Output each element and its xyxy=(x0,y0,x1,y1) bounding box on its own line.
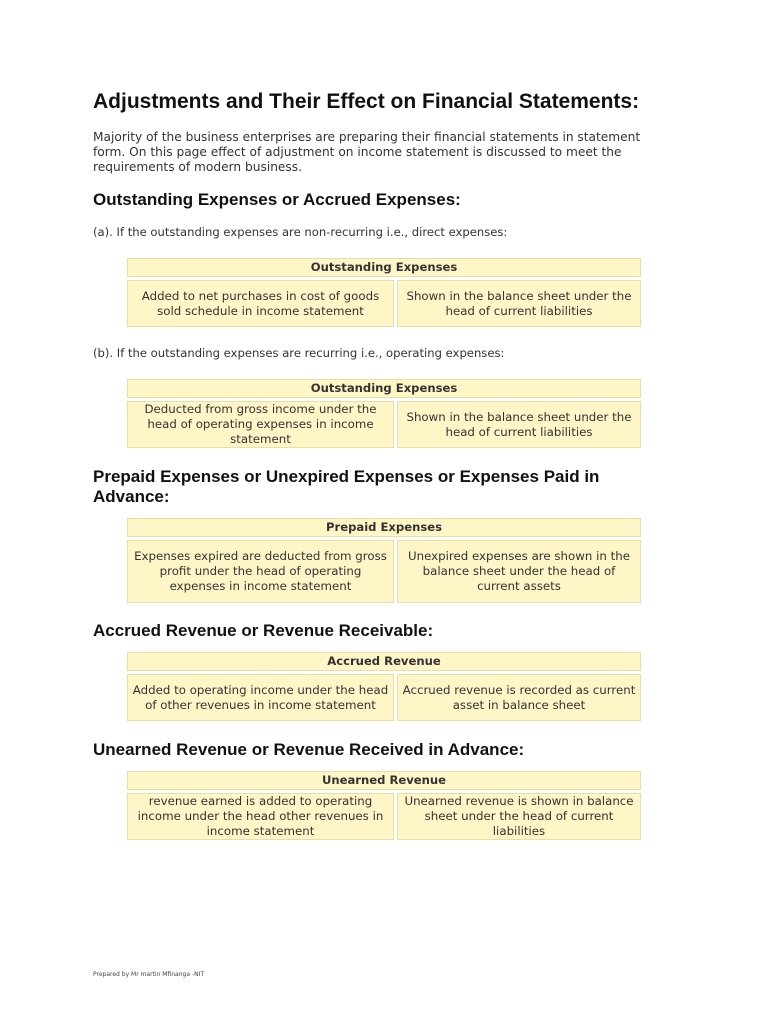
table-cell-income-statement: Added to net purchases in cost of goods sold schedule in income statement xyxy=(127,280,394,327)
heading-accrued-revenue: Accrued Revenue or Revenue Receivable: xyxy=(93,621,434,640)
page-title: Adjustments and Their Effect on Financial Statements: xyxy=(93,90,640,113)
table-cell-income-statement: Added to operating income under the head of other revenues in income statement xyxy=(127,674,394,721)
table-outstanding-non-recurring xyxy=(127,258,641,327)
table-header: Outstanding Expenses xyxy=(127,258,641,277)
note-non-recurring: (a). If the outstanding expenses are non-recurring i.e., direct expenses: xyxy=(93,225,508,239)
note-recurring: (b). If the outstanding expenses are recurring i.e., operating expenses: xyxy=(93,346,505,360)
table-cell-balance-sheet: Unexpired expenses are shown in the balance sheet under the head of current assets xyxy=(397,540,641,603)
heading-prepaid-expenses: Prepaid Expenses or Unexpired Expenses or Expenses Paid in Advance: xyxy=(93,467,600,506)
footer-credit: Prepared by Mr martin Mfinanga -NIT xyxy=(93,971,205,978)
table-row xyxy=(127,793,641,840)
table-cell-balance-sheet: Accrued revenue is recorded as current asset in balance sheet xyxy=(397,674,641,721)
table-row xyxy=(127,280,641,327)
table-header: Accrued Revenue xyxy=(127,652,641,671)
table-row xyxy=(127,674,641,721)
table-cell-income-statement: revenue earned is added to operating income under the head other revenues in income statement xyxy=(127,793,394,840)
table-row xyxy=(127,401,641,448)
table-cell-income-statement: Expenses expired are deducted from gross profit under the head of operating expenses in income statement xyxy=(127,540,394,603)
table-header: Outstanding Expenses xyxy=(127,379,641,398)
table-cell-balance-sheet: Shown in the balance sheet under the head of current liabilities xyxy=(397,401,641,448)
table-cell-balance-sheet: Shown in the balance sheet under the head of current liabilities xyxy=(397,280,641,327)
heading-outstanding-expenses: Outstanding Expenses or Accrued Expenses: xyxy=(93,190,461,209)
intro-paragraph: Majority of the business enterprises are preparing their financial statements in statement form. On this page effect of adjustment on income statement is discussed to meet the requirements of modern business. xyxy=(93,130,641,174)
table-header: Prepaid Expenses xyxy=(127,518,641,537)
table-header: Unearned Revenue xyxy=(127,771,641,790)
heading-unearned-revenue: Unearned Revenue or Revenue Received in Advance: xyxy=(93,740,525,759)
table-unearned-revenue xyxy=(127,771,641,840)
table-outstanding-recurring xyxy=(127,379,641,448)
table-cell-income-statement: Deducted from gross income under the head of operating expenses in income statement xyxy=(127,401,394,448)
table-prepaid-expenses xyxy=(127,518,641,603)
table-cell-balance-sheet: Unearned revenue is shown in balance sheet under the head of current liabilities xyxy=(397,793,641,840)
table-row xyxy=(127,540,641,603)
document-body xyxy=(93,89,653,840)
table-accrued-revenue xyxy=(127,652,641,721)
